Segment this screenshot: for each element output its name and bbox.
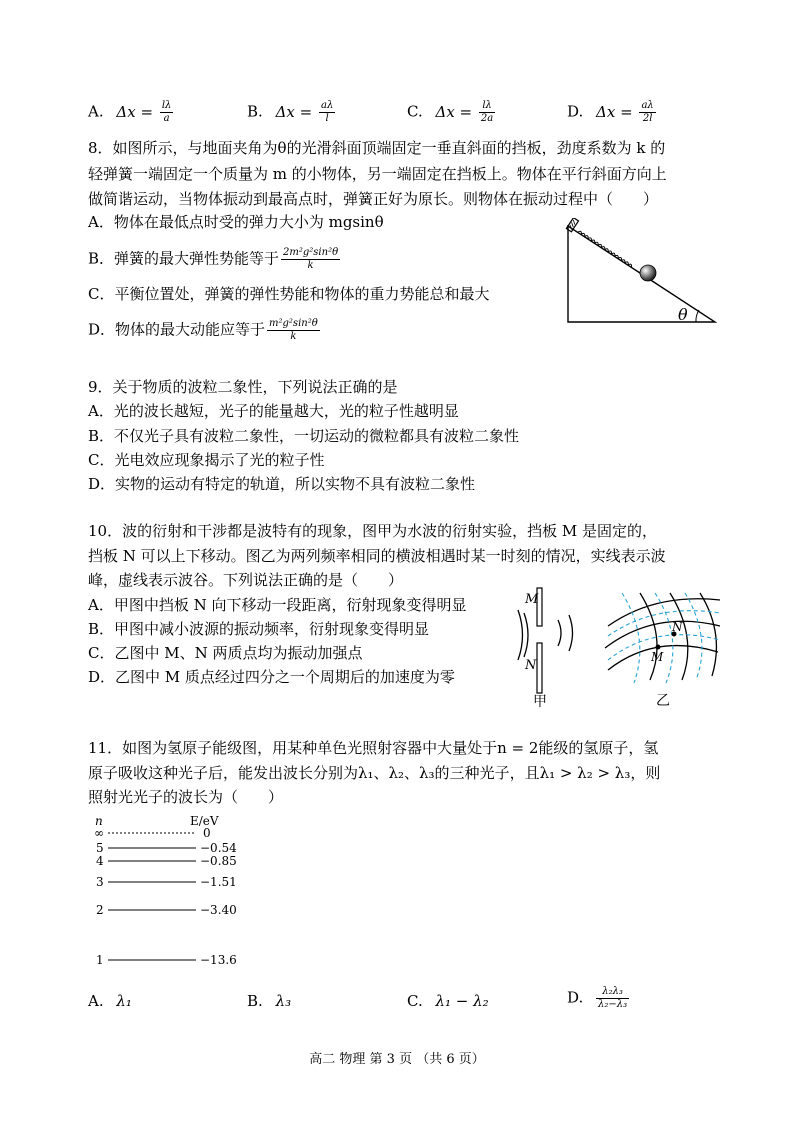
energy-level-diagram — [88, 812, 258, 972]
q9-stem: 9．关于物质的波粒二象性，下列说法正确的是 — [88, 378, 398, 396]
q7-option-c-lhs: Δx = — [435, 102, 473, 121]
spring — [578, 230, 633, 267]
q8-option-d — [88, 318, 320, 343]
q8-option-b-text: B．弹簧的最大弹性势能等于 — [88, 249, 280, 268]
level-5-e: −0.54 — [200, 841, 237, 855]
q7-option-c — [407, 100, 495, 125]
q11-option-d — [567, 986, 629, 1011]
q10-stem-line-2: 挡板 N 可以上下移动。图乙为两列频率相同的横波相遇时某一时刻的情况，实线表示波 — [88, 547, 666, 565]
q10-option-a: A．甲图中挡板 N 向下移动一段距离，衍射现象变得明显 — [88, 596, 467, 614]
q8-option-b — [88, 247, 340, 272]
fig-jia-n-label: N — [525, 658, 537, 673]
q10-option-c: C．乙图中 M、N 两质点均为振动加强点 — [88, 644, 363, 662]
q11-option-d-label: D. — [567, 988, 584, 1007]
q7-option-a-lhs: Δx = — [116, 102, 154, 121]
fig-yi-m-label: M — [651, 650, 664, 664]
q7-option-b — [247, 100, 335, 125]
q11-option-a-label: A. — [88, 992, 104, 1010]
ball — [640, 265, 656, 281]
q8-option-d-text: D．物体的最大动能应等于 — [88, 320, 266, 339]
q11-option-b — [247, 991, 291, 1011]
incline-figure — [560, 218, 722, 328]
q9-option-b: B．不仅光子具有波粒二象性，一切运动的微粒都具有波粒二象性 — [88, 427, 520, 445]
level-2-e: −3.40 — [200, 903, 237, 917]
q7-option-d-frac: $\frac{a\lambda}{2l}$ — [641, 100, 654, 124]
level-3-n: 3 — [96, 875, 104, 889]
page-footer: 高二 物理 第 3 页 （共 6 页） — [309, 1052, 485, 1067]
angle-arc — [696, 310, 699, 322]
q7-option-a — [88, 100, 173, 125]
q8-option-d-frac: $\frac{\text{m²g²sin²θ}}{k}$ — [269, 318, 318, 342]
fig-jia-m-label: M — [525, 592, 539, 607]
q9-option-a: A．光的波长越短，光子的能量越大，光的粒子性越明显 — [88, 402, 459, 420]
q10-option-b: B．甲图中减小波源的振动频率，衍射现象变得明显 — [88, 620, 430, 638]
q7-option-d-label: D. — [567, 102, 584, 121]
level-1-e: −13.6 — [200, 953, 237, 967]
level-1-n: 1 — [96, 953, 104, 967]
q7-option-c-label: C. — [407, 102, 423, 121]
q11-stem-line-2: 原子吸收这种光子后，能发出波长分别为λ₁、λ₂、λ₃的三种光子，且λ₁ > λ₂ > λ₃，则 — [88, 764, 661, 782]
level-inf-n: ∞ — [94, 826, 104, 840]
fig-jia-caption: 甲 — [533, 694, 547, 710]
angle-label: θ — [678, 305, 688, 324]
q8-stem-line-3: 做简谐运动，当物体振动到最高点时，弹簧正好为原长。则物体在振动过程中（ ） — [88, 190, 659, 208]
q11-option-b-label: B. — [247, 992, 263, 1010]
q10-stem-line-1: 10．波的衍射和干涉都是波特有的现象，图甲为水波的衍射实验，挡板 M 是固定的， — [88, 522, 657, 540]
q7-option-a-frac: $\frac{l\lambda}{a}$ — [161, 100, 172, 124]
q11-option-a — [88, 991, 132, 1011]
q11-option-c-label: C. — [407, 992, 423, 1010]
q11-option-c-value: λ₁ − λ₂ — [435, 992, 489, 1010]
q8-option-b-frac: $\frac{\text{2m²g²sin²θ}}{k}$ — [283, 247, 339, 271]
q7-option-c-frac: $\frac{l\lambda}{2a}$ — [480, 100, 494, 124]
level-4-n: 4 — [96, 854, 104, 868]
barrier-n — [537, 643, 542, 693]
n-header: n — [95, 814, 103, 828]
q11-option-b-value: λ₃ — [275, 992, 292, 1010]
q11-stem-line-1: 11．如图为氢原子能级图，用某种单色光照射容器中大量处于n = 2能级的氢原子，氢 — [88, 739, 659, 757]
q11-stem-line-3: 照射光光子的波长为（ ） — [88, 788, 284, 806]
q7-option-d-lhs: Δx = — [596, 102, 633, 121]
q11-option-c — [407, 991, 489, 1011]
q8-stem-line-2: 轻弹簧一端固定一个质量为 m 的小物体，另一端固定在挡板上。物体在平行斜面方向上 — [88, 165, 667, 183]
level-inf-e: 0 — [203, 826, 211, 840]
e-header: E/eV — [190, 814, 219, 828]
q11-option-d-frac: $\frac{\text{λ₂λ₃}}{\text{λ₂−λ₃}}$ — [598, 986, 628, 1010]
fig-yi-n-label: N — [672, 620, 683, 634]
q7-option-d — [567, 100, 656, 125]
q7-option-b-lhs: Δx = — [275, 102, 313, 121]
level-4-e: −0.85 — [200, 854, 237, 868]
q7-option-a-label: A. — [88, 102, 104, 121]
q10-option-d: D．乙图中 M 质点经过四分之一个周期后的加速度为零 — [88, 668, 455, 686]
q7-option-b-frac: $\frac{a\lambda}{l}$ — [321, 100, 334, 124]
q11-option-a-value: λ₁ — [116, 992, 132, 1010]
q9-option-c: C．光电效应现象揭示了光的粒子性 — [88, 451, 325, 469]
q8-option-a: A．物体在最低点时受的弹力大小为 mgsinθ — [88, 213, 384, 231]
q7-option-b-label: B. — [247, 102, 263, 121]
level-2-n: 2 — [96, 903, 104, 917]
q9-option-d: D．实物的运动有特定的轨道，所以实物不具有波粒二象性 — [88, 475, 476, 493]
interference-figure-yi — [600, 588, 725, 710]
point-m — [656, 645, 661, 650]
q8-option-c: C．平衡位置处，弹簧的弹性势能和物体的重力势能总和最大 — [88, 285, 490, 303]
wall-plate — [566, 218, 578, 232]
diffraction-figure-jia — [505, 585, 600, 710]
q8-stem-line-1: 8．如图所示，与地面夹角为θ的光滑斜面顶端固定一垂直斜面的挡板，劲度系数为 k 的 — [88, 139, 666, 157]
fig-yi-caption: 乙 — [656, 693, 670, 709]
q10-stem-line-3: 峰，虚线表示波谷。下列说法正确的是（ ） — [88, 571, 404, 589]
level-3-e: −1.51 — [200, 875, 237, 889]
wave-troughs — [608, 593, 720, 683]
level-5-n: 5 — [96, 841, 104, 855]
